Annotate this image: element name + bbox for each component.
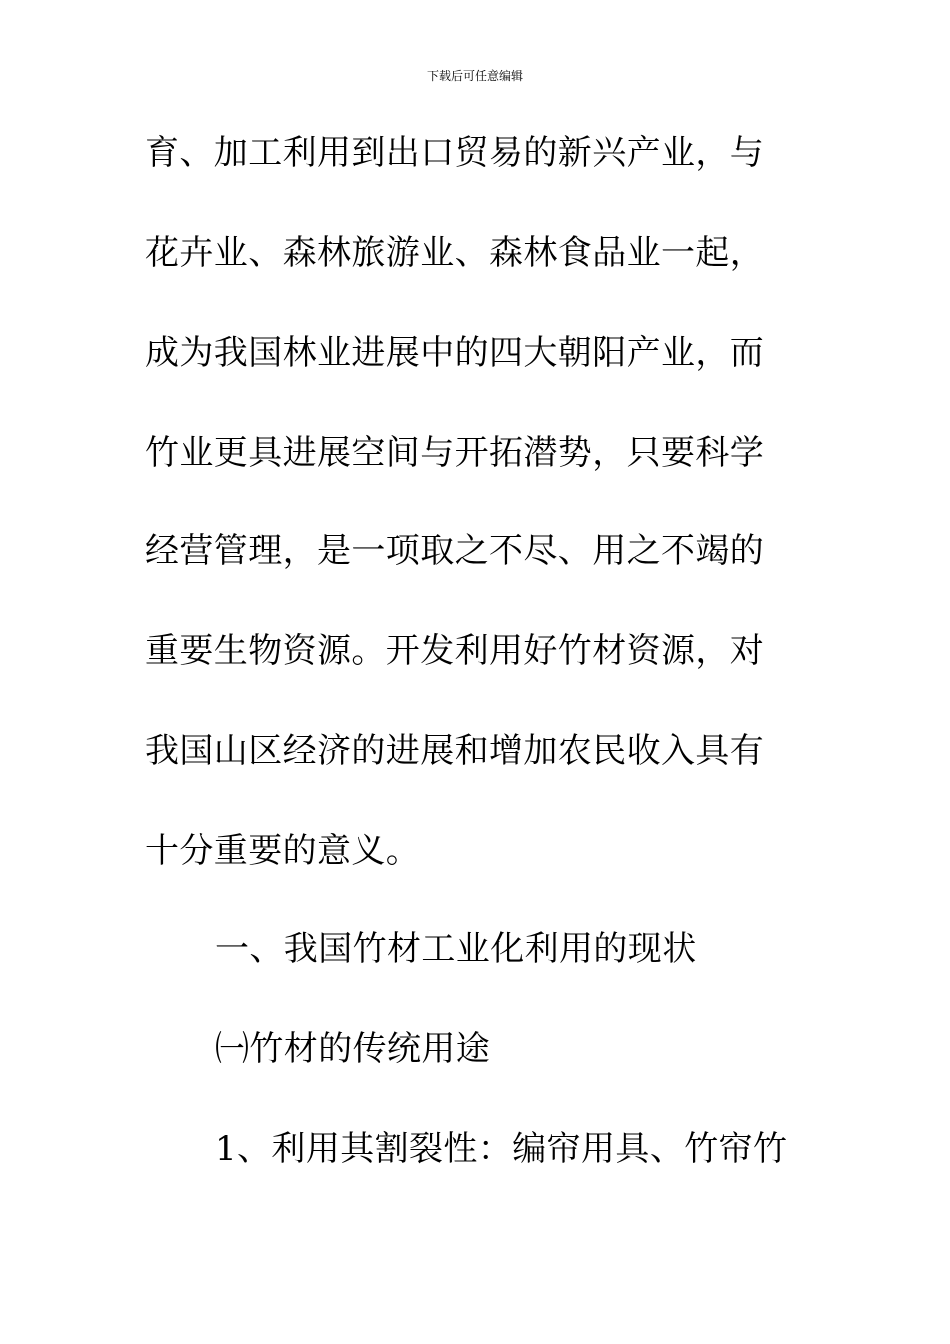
paragraph-line: 育、加工利用到出口贸易的新兴产业，与 — [145, 133, 765, 173]
paragraph-line: 竹业更具进展空间与开拓潜势，只要科学 — [145, 433, 765, 473]
paragraph-line: 我国山区经济的进展和增加农民收入具有 — [145, 731, 765, 771]
paragraph-line: 成为我国林业进展中的四大朝阳产业，而 — [145, 333, 765, 373]
paragraph-line: 经营管理，是一项取之不尽、用之不竭的 — [145, 531, 765, 571]
list-item: 1、利用其割裂性：编帘用具、竹帘竹 — [215, 1129, 788, 1169]
paragraph-line: 花卉业、森林旅游业、森林食品业一起， — [145, 233, 765, 273]
section-heading: 一、我国竹材工业化利用的现状 — [215, 929, 697, 969]
paragraph-line: 十分重要的意义。 — [145, 831, 421, 871]
paragraph-line: 重要生物资源。开发利用好竹材资源，对 — [145, 631, 765, 671]
page-header: 下载后可任意编辑 — [426, 69, 523, 83]
subsection-heading: ㈠竹材的传统用途 — [215, 1029, 491, 1069]
